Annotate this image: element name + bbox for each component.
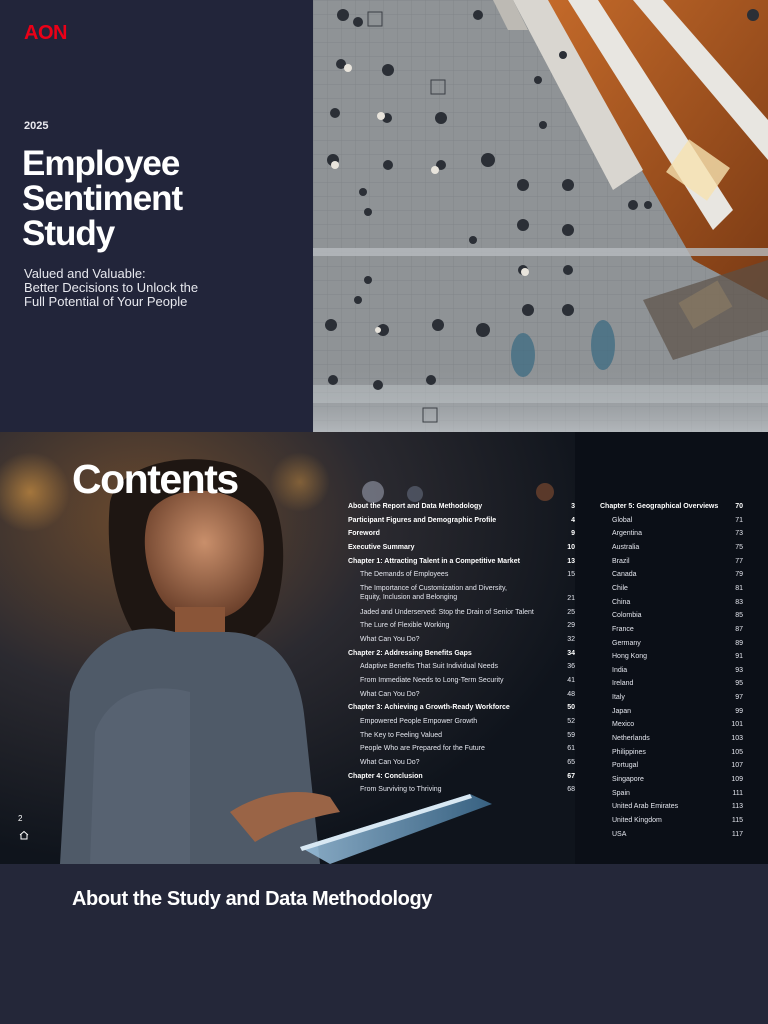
toc-chapter-entry[interactable] xyxy=(348,517,575,524)
toc-page-number: 3 xyxy=(571,503,575,510)
page-number: 2 xyxy=(18,814,23,823)
toc-entry-label: Philippines xyxy=(612,748,646,756)
toc-page-number: 70 xyxy=(735,503,743,510)
toc-page-number: 59 xyxy=(567,731,575,739)
toc-page-number: 89 xyxy=(735,639,743,647)
toc-chapter-entry[interactable] xyxy=(348,544,575,551)
toc-entry-label: India xyxy=(612,666,628,674)
toc-section-entry[interactable] xyxy=(600,530,743,537)
toc-page-number: 87 xyxy=(735,625,743,633)
toc-page-number: 52 xyxy=(567,717,575,725)
toc-entry-label: Jaded and Underserved: Stop the Drain of Senior Talent xyxy=(360,608,534,616)
toc-entry-label: Global xyxy=(612,516,633,524)
toc-entry-label: Executive Summary xyxy=(348,543,415,551)
toc-entry-label: Chapter 5: Geographical Overviews xyxy=(600,503,719,510)
subtitle-line-2: Better Decisions to Unlock the xyxy=(24,280,199,295)
toc-section-entry[interactable] xyxy=(600,790,743,797)
toc-page-number: 21 xyxy=(567,594,575,602)
toc-chapter-entry[interactable] xyxy=(348,530,575,537)
toc-section-entry[interactable] xyxy=(600,599,743,606)
toc-section-entry[interactable] xyxy=(348,663,575,670)
toc-section-entry[interactable] xyxy=(600,831,743,838)
toc-chapter-entry[interactable] xyxy=(348,558,575,565)
toc-page-number: 93 xyxy=(735,666,743,674)
toc-section-entry[interactable] xyxy=(348,636,575,643)
toc-section-entry[interactable] xyxy=(600,762,743,769)
toc-page-number: 65 xyxy=(567,758,575,766)
toc-page-number: 79 xyxy=(735,571,743,579)
toc-entry-label: Canada xyxy=(612,571,637,579)
section-heading: About the Study and Data Methodology xyxy=(72,888,433,910)
report-title xyxy=(22,146,182,251)
toc-entry-label: The Lure of Flexible Working xyxy=(360,622,450,630)
toc-entry-label: Chapter 2: Addressing Benefits Gaps xyxy=(348,649,472,657)
toc-page-number: 29 xyxy=(567,622,575,630)
toc-page-number: 101 xyxy=(731,721,743,729)
toc-entry-label: China xyxy=(612,598,631,606)
toc-entry-label: United Arab Emirates xyxy=(612,803,679,811)
toc-section-entry[interactable] xyxy=(600,640,743,647)
toc-section-entry[interactable] xyxy=(600,735,743,742)
toc-page-number: 41 xyxy=(567,676,575,684)
toc-entry-label: The Importance of Customization and Diversity, xyxy=(360,584,507,592)
toc-section-entry[interactable] xyxy=(600,776,743,783)
toc-entry-label-continued: Equity, Inclusion and Belonging xyxy=(360,593,458,601)
toc-page-number: 115 xyxy=(731,816,743,824)
toc-section-entry[interactable] xyxy=(600,585,743,592)
toc-chapter-entry[interactable] xyxy=(348,704,575,711)
toc-entry-label: People Who are Prepared for the Future xyxy=(360,745,485,753)
toc-page-number: 81 xyxy=(735,584,743,592)
toc-section-entry[interactable] xyxy=(600,544,743,551)
toc-section-entry[interactable] xyxy=(600,680,743,687)
toc-page-number: 95 xyxy=(735,680,743,688)
toc-entry-label: Mexico xyxy=(612,721,635,729)
contents-title: Contents xyxy=(72,456,238,502)
toc-entry-label: Ireland xyxy=(612,680,634,688)
toc-entry-label: Singapore xyxy=(612,776,644,783)
title-line-2: Sentiment xyxy=(22,179,183,218)
toc-section-entry[interactable] xyxy=(600,626,743,633)
toc-page-number: 85 xyxy=(735,612,743,620)
toc-entry-label: Participant Figures and Demographic Profile xyxy=(348,516,497,524)
toc-entry-label: Brazil xyxy=(612,557,630,565)
toc-entry-label: France xyxy=(612,625,634,633)
toc-entry-label: The Demands of Employees xyxy=(360,571,449,579)
toc-page-number: 109 xyxy=(731,776,743,783)
toc-entry-label: Hong Kong xyxy=(612,653,648,661)
toc-entry-label: From Immediate Needs to Long-Term Security xyxy=(360,676,504,684)
toc-entry-label: Foreword xyxy=(348,530,380,538)
toc-entry-label: Argentina xyxy=(612,530,642,538)
toc-chapter-entry[interactable] xyxy=(348,503,575,510)
toc-section-entry[interactable] xyxy=(600,708,743,715)
toc-entry-label: Australia xyxy=(612,543,640,551)
toc-section-entry[interactable] xyxy=(348,718,575,725)
report-subtitle xyxy=(24,267,198,309)
aon-logo: AON xyxy=(24,22,67,44)
toc-entry-label: Chapter 3: Achieving a Growth-Ready Workforce xyxy=(348,704,510,712)
toc-entry-label: Italy xyxy=(612,694,625,702)
toc-page-number: 75 xyxy=(735,543,743,551)
toc-section-entry[interactable] xyxy=(348,585,575,601)
toc-chapter-entry[interactable] xyxy=(600,503,743,510)
toc-entry-label: Spain xyxy=(612,789,630,797)
home-icon[interactable] xyxy=(19,830,29,840)
cover-page xyxy=(0,0,768,432)
toc-page-number: 83 xyxy=(735,598,743,606)
toc-section-entry[interactable] xyxy=(600,571,743,578)
toc-entry-label: Chapter 1: Attracting Talent in a Competitive Market xyxy=(348,557,520,565)
toc-entry-label: Empowered People Empower Growth xyxy=(360,717,478,725)
toc-page-number: 61 xyxy=(567,745,575,753)
toc-section-entry[interactable] xyxy=(600,558,743,565)
toc-entry-label: Adaptive Benefits That Suit Individual Needs xyxy=(360,663,499,671)
toc-section-entry[interactable] xyxy=(348,677,575,684)
toc-entry-label: Chapter 4: Conclusion xyxy=(348,772,423,780)
toc-page-number: 117 xyxy=(731,830,743,838)
toc-section-entry[interactable] xyxy=(348,745,575,752)
toc-section-entry[interactable] xyxy=(600,517,743,524)
toc-chapter-entry[interactable] xyxy=(348,650,575,657)
toc-entry-label: Germany xyxy=(612,639,641,647)
toc-page-number: 107 xyxy=(731,762,743,770)
toc-page-number: 10 xyxy=(567,543,575,551)
toc-section-entry[interactable] xyxy=(600,694,743,701)
toc-page-number: 13 xyxy=(567,557,575,565)
toc-section-entry[interactable] xyxy=(348,786,575,793)
toc-section-entry[interactable] xyxy=(600,653,743,660)
toc-page-number: 91 xyxy=(735,653,743,661)
toc-page-number: 9 xyxy=(571,530,575,538)
toc-page-number: 77 xyxy=(735,557,743,565)
atrium-photo xyxy=(313,0,768,432)
toc-page-number: 105 xyxy=(731,748,743,756)
toc-page-number: 97 xyxy=(735,694,743,702)
contents-page xyxy=(0,432,768,864)
toc-section-entry[interactable] xyxy=(348,691,575,698)
report-year: 2025 xyxy=(24,120,49,132)
toc-page-number: 48 xyxy=(567,690,575,698)
subtitle-line-1: Valued and Valuable: xyxy=(24,266,146,281)
toc-entry-label: United Kingdom xyxy=(612,816,662,824)
toc-page-number: 68 xyxy=(567,786,575,794)
toc-entry-label: About the Report and Data Methodology xyxy=(348,503,483,510)
title-line-1: Employee xyxy=(22,144,180,183)
toc-entry-label: Colombia xyxy=(612,612,642,620)
subtitle-line-3: Full Potential of Your People xyxy=(24,294,188,309)
methodology-page xyxy=(0,864,768,1024)
toc-page-number: 4 xyxy=(571,516,575,524)
toc-section-entry[interactable] xyxy=(600,667,743,674)
toc-section-entry[interactable] xyxy=(600,612,743,619)
toc-entry-label: What Can You Do? xyxy=(360,636,420,643)
toc-page-number: 34 xyxy=(567,649,575,657)
toc-page-number: 15 xyxy=(567,571,575,579)
toc-entry-label: The Key to Feeling Valued xyxy=(360,731,442,739)
toc-page-number: 36 xyxy=(567,663,575,671)
toc-entry-label: What Can You Do? xyxy=(360,758,420,766)
toc-section-entry[interactable] xyxy=(600,817,743,824)
toc-section-entry[interactable] xyxy=(348,622,575,629)
toc-entry-label: Portugal xyxy=(612,762,639,770)
toc-page-number: 50 xyxy=(567,704,575,712)
toc-page-number: 67 xyxy=(567,772,575,780)
toc-page-number: 25 xyxy=(567,608,575,616)
toc-section-entry[interactable] xyxy=(600,749,743,756)
toc-page-number: 103 xyxy=(731,735,743,743)
toc-entry-label: From Surviving to Thriving xyxy=(360,786,442,794)
toc-page-number: 113 xyxy=(731,803,743,811)
toc-section-entry[interactable] xyxy=(600,721,743,728)
toc-section-entry[interactable] xyxy=(348,732,575,739)
toc-section-entry[interactable] xyxy=(348,609,575,616)
toc-page-number: 99 xyxy=(735,707,743,715)
toc-section-entry[interactable] xyxy=(600,803,743,810)
toc-entry-label: USA xyxy=(612,830,627,838)
toc-page-number: 71 xyxy=(735,516,743,524)
title-line-3: Study xyxy=(22,214,115,253)
toc-page-number: 73 xyxy=(735,530,743,538)
toc-section-entry[interactable] xyxy=(348,571,575,578)
toc-page-number: 32 xyxy=(567,636,575,643)
toc-entry-label: Netherlands xyxy=(612,735,650,743)
toc-entry-label: What Can You Do? xyxy=(360,690,420,698)
toc-entry-label: Japan xyxy=(612,707,632,715)
toc-chapter-entry[interactable] xyxy=(348,773,575,780)
toc-page-number: 111 xyxy=(732,789,743,797)
toc-section-entry[interactable] xyxy=(348,759,575,766)
toc-entry-label: Chile xyxy=(612,584,628,592)
